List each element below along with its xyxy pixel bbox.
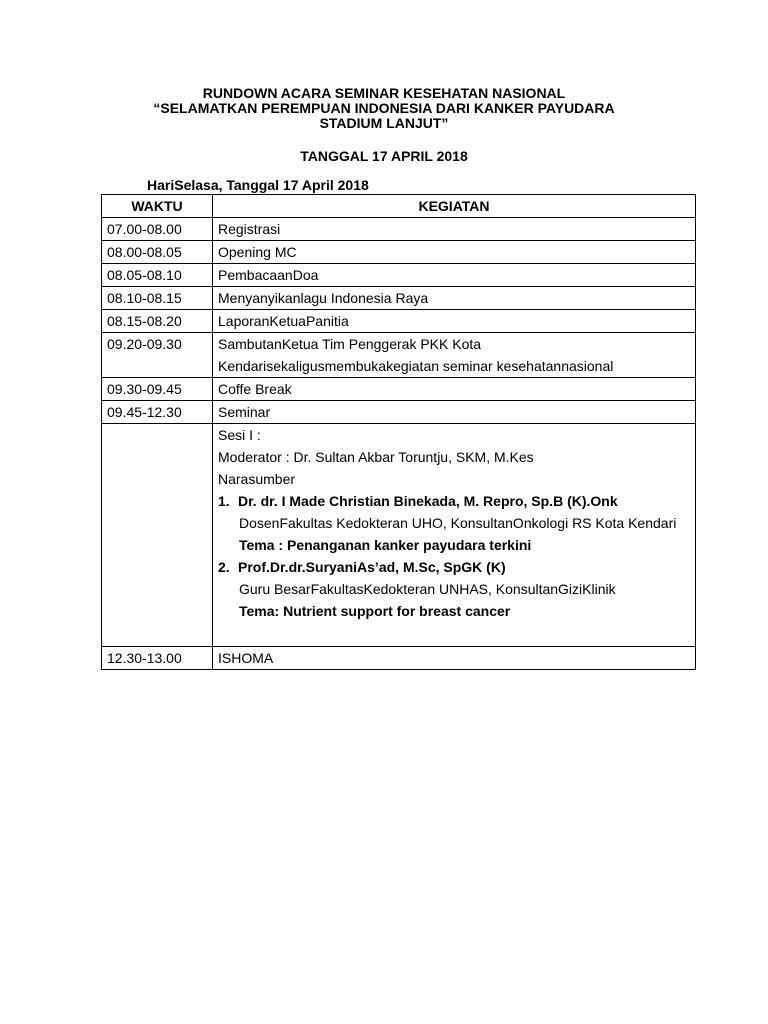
- table-row: [102, 218, 696, 241]
- speakers-label: Narasumber: [218, 471, 296, 487]
- table-header-row: [102, 195, 696, 218]
- time-cell: 08.00-08.05: [102, 241, 213, 264]
- time-cell: 09.30-09.45: [102, 378, 213, 401]
- moderator-line: Moderator : Dr. Sultan Akbar Toruntju, SKM, M.Kes: [218, 449, 534, 465]
- time-cell: 07.00-08.00: [102, 218, 213, 241]
- time-cell: 08.10-08.15: [102, 287, 213, 310]
- activity-cell: ISHOMA: [213, 647, 696, 670]
- session-title: Sesi I :: [218, 427, 261, 443]
- speaker-name-text: Dr. dr. I Made Christian Binekada, M. Repro, Sp.B (K).Onk: [238, 493, 618, 509]
- activity-cell: Registrasi: [213, 218, 696, 241]
- speaker-number: 1.: [218, 493, 230, 509]
- document-subtitle: “SELAMATKAN PEREMPUAN INDONESIA DARI KANKER PAYUDARA: [153, 100, 615, 116]
- activity-cell: Opening MC: [213, 241, 696, 264]
- speaker-affiliation: Guru BesarFakultasKedokteran UNHAS, KonsultanGiziKlinik: [239, 581, 616, 597]
- table-row: [102, 310, 696, 333]
- session-cell: [213, 424, 696, 647]
- event-date: TANGGAL 17 APRIL 2018: [300, 148, 468, 164]
- activity-cell: PembacaanDoa: [213, 264, 696, 287]
- time-cell: 08.05-08.10: [102, 264, 213, 287]
- speaker-name: [218, 490, 690, 512]
- activity-line: SambutanKetua Tim Penggerak PKK Kota: [218, 336, 482, 352]
- table-row: [102, 241, 696, 264]
- document-title: RUNDOWN ACARA SEMINAR KESEHATAN NASIONAL: [202, 85, 566, 101]
- column-header-kegiatan: KEGIATAN: [213, 195, 696, 218]
- day-label: HariSelasa, Tanggal 17 April 2018: [147, 177, 369, 193]
- speaker-topic: Tema: Nutrient support for breast cancer: [239, 603, 511, 619]
- column-header-waktu: WAKTU: [102, 195, 213, 218]
- document-subtitle-cont: STADIUM LANJUT”: [319, 115, 449, 131]
- time-cell: 12.30-13.00: [102, 647, 213, 670]
- time-cell: 09.20-09.30: [102, 333, 213, 378]
- speaker-topic: Tema : Penanganan kanker payudara terkini: [239, 537, 532, 553]
- table-row: [102, 647, 696, 670]
- time-cell-empty: [102, 424, 213, 647]
- rundown-table: [101, 194, 696, 670]
- activity-cell: LaporanKetuaPanitia: [213, 310, 696, 333]
- activity-cell: Menyanyikanlagu Indonesia Raya: [213, 287, 696, 310]
- table-row: [102, 287, 696, 310]
- activity-cell: Seminar: [213, 401, 696, 424]
- table-row: [102, 401, 696, 424]
- activity-line: Kendarisekaligusmembukakegiatan seminar kesehatannasional: [218, 358, 614, 374]
- activity-cell: Coffe Break: [213, 378, 696, 401]
- activity-cell: [213, 333, 696, 378]
- speaker-name: [218, 556, 690, 578]
- cell-spacer: [218, 622, 690, 646]
- session-row: [102, 424, 696, 647]
- table-row: [102, 264, 696, 287]
- table-row: [102, 378, 696, 401]
- speaker-name-text: Prof.Dr.dr.SuryaniAs’ad, M.Sc, SpGK (K): [238, 559, 506, 575]
- time-cell: 08.15-08.20: [102, 310, 213, 333]
- speaker-affiliation: DosenFakultas Kedokteran UHO, KonsultanOnkologi RS Kota Kendari: [239, 515, 677, 531]
- table-row: [102, 333, 696, 378]
- time-cell: 09.45-12.30: [102, 401, 213, 424]
- speaker-number: 2.: [218, 559, 230, 575]
